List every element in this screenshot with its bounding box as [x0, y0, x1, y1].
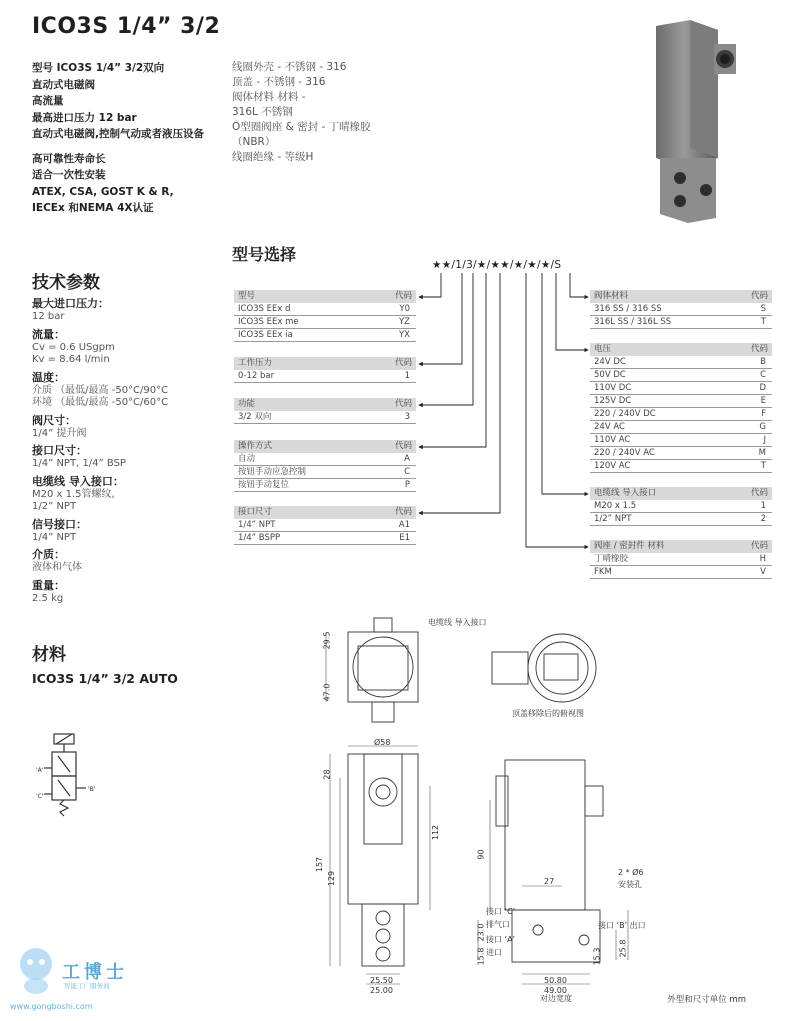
label-flat-width: 对边宽度 — [540, 994, 572, 1003]
table-row: 316L SS / 316L SS T — [590, 316, 772, 329]
param-value: 1/4” NPT — [32, 531, 77, 543]
param-label: 接口尺寸： — [32, 444, 87, 457]
param-value: 12 bar — [32, 311, 65, 322]
table-row: FKM V — [590, 566, 772, 579]
dim-value: 47.0 — [322, 683, 332, 702]
dimension-drawing — [300, 610, 770, 995]
param-label: 重量： — [32, 578, 65, 592]
dim-value: 157 — [315, 856, 325, 873]
table-header: 型号 代码 — [234, 290, 416, 303]
table-row: 1/2” NPT 2 — [590, 513, 772, 526]
spec-line: 阀体材料 材料 - — [232, 91, 306, 103]
svg-text:'A': 'A' — [36, 767, 44, 774]
table-row: 220 / 240V AC M — [590, 447, 772, 460]
feature-item: 最高进口压力 12 bar — [32, 111, 137, 124]
table-row: 24V DC B — [590, 356, 772, 369]
table-row: 125V DC E — [590, 395, 772, 408]
spec-line: 线圈外壳 - 不锈钢 - 316 — [232, 61, 347, 73]
table-row: 自动 A — [234, 453, 416, 466]
units-note: 外型和尺寸单位 mm — [667, 995, 746, 1005]
label-inlet: 进口 — [486, 948, 502, 957]
table-row: 0-12 bar 1 — [234, 370, 416, 383]
dim-value: 129 — [327, 870, 337, 887]
materials-section — [32, 640, 178, 686]
table-row: 按钮手动应急控制 C — [234, 466, 416, 479]
param-value: Cv = 0.6 USgpm — [32, 341, 115, 353]
dim-value: 15.8 — [476, 947, 486, 966]
feature-item: 型号 ICO3S 1/4” 3/2双向 — [32, 62, 165, 74]
watermark-name: 工博士 — [62, 962, 128, 983]
spec-line: （NBR） — [232, 136, 276, 148]
dim-value: 25.8 — [618, 939, 628, 958]
dim-value: 90 — [476, 849, 486, 860]
spec-line: O型圈阀座 & 密封 - 丁晴橡胶 — [232, 121, 371, 133]
valve-symbol — [34, 728, 114, 818]
label-exhaust: 排气口 — [486, 920, 510, 929]
table-row: 24V AC G — [590, 421, 772, 434]
table-row: ICO3S EEx ia YX — [234, 329, 416, 342]
table-header: 阀体材料 代码 — [590, 290, 772, 303]
dim-value: Ø58 — [374, 738, 391, 747]
svg-text:'C': 'C' — [36, 793, 44, 800]
param-label: 信号接口： — [32, 517, 87, 531]
page-title: ICO3S 1/4” 3/2 — [32, 14, 221, 39]
feature-item: IECEx 和NEMA 4X认证 — [32, 202, 154, 214]
feature-item: ATEX, CSA, GOST K & R, — [32, 185, 174, 198]
watermark-url: www.gongboshi.com — [10, 1002, 93, 1011]
table-row: M20 x 1.5 1 — [590, 500, 772, 513]
spec-line: 316L 不锈钢 — [232, 106, 293, 118]
dim-value: 112 — [431, 824, 441, 841]
feature-item: 直动式电磁阀,控制气动或者液压设备 — [32, 128, 204, 140]
svg-text:'B': 'B' — [88, 786, 96, 793]
dim-value: 23.0 — [476, 923, 486, 942]
param-value: 介质 （最低/最高 -50°C/90°C — [32, 384, 169, 396]
feature-item: 直动式电磁阀 — [32, 78, 95, 91]
table-header: 阀座 / 密封件 材料 代码 — [590, 540, 772, 553]
label-cable-entry: 电缆线 导入接口 — [428, 618, 487, 627]
label-top-view: 顶盖移除后的俯视图 — [512, 709, 584, 718]
param-label: 温度： — [32, 370, 65, 384]
param-label: 流量： — [32, 327, 65, 341]
table-header: 接口尺寸 代码 — [234, 506, 416, 519]
param-label: 阀尺寸： — [32, 413, 76, 427]
param-value: 环境 （最低/最高 -50°C/60°C — [32, 397, 169, 408]
label-mounting-holes: 安装孔 — [618, 880, 642, 889]
dim-value: 28 — [322, 769, 332, 780]
table-row: 1/4” NPT A1 — [234, 519, 416, 532]
param-value: 1/4” NPT, 1/4” BSP — [32, 458, 126, 469]
param-value: 1/2” NPT — [32, 501, 77, 512]
param-value: M20 x 1.5管螺纹, — [32, 488, 115, 500]
dim-value: 50.80 — [544, 976, 567, 985]
table-row: 110V DC D — [590, 382, 772, 395]
watermark-tagline: 智能工厂服务商 — [64, 982, 110, 990]
param-value: Kv = 8.64 l/min — [32, 354, 110, 365]
spec-line: 线圈绝缘 - 等级H — [232, 151, 314, 163]
table-row: 220 / 240V DC F — [590, 408, 772, 421]
table-header: 工作压力 代码 — [234, 357, 416, 370]
feature-item: 高可靠性寿命长 — [32, 152, 106, 165]
param-label: 电缆线 导入接口： — [32, 474, 124, 488]
dim-value: 25.00 — [370, 986, 393, 995]
dim-value: 49.00 — [544, 986, 567, 995]
section-heading: 技术参数 — [32, 273, 100, 293]
table-row: 110V AC J — [590, 434, 772, 447]
table-row: 按钮手动复位 P — [234, 479, 416, 492]
label-mounting: 2 * Ø6 — [618, 868, 644, 877]
selection-heading: 型号选择 — [232, 245, 297, 264]
table-row: ICO3S EEx me YZ — [234, 316, 416, 329]
materials-subtitle: ICO3S 1/4” 3/2 AUTO — [32, 671, 178, 686]
label-port-c: 接口 ‘C’ — [486, 907, 516, 916]
table-header: 电缆线 导入接口 代码 — [590, 487, 772, 500]
spec-line: 顶盖 - 不锈钢 - 316 — [232, 76, 326, 88]
param-value: 2.5 kg — [32, 592, 64, 604]
table-row: 1/4” BSPP E1 — [234, 532, 416, 545]
param-value: 液体和气体 — [32, 562, 82, 573]
table-row: 3/2 双向 3 — [234, 411, 416, 424]
table-header: 电压 代码 — [590, 343, 772, 356]
feature-item: 适合一次性安装 — [32, 169, 106, 181]
table-row: 50V DC C — [590, 369, 772, 382]
table-row: 120V AC T — [590, 460, 772, 473]
dim-value: 15.3 — [592, 947, 602, 966]
param-label: 最大进口压力： — [32, 297, 109, 310]
feature-item: 高流量 — [32, 95, 64, 107]
table-header: 操作方式 代码 — [234, 440, 416, 453]
table-row: ICO3S EEx d Y0 — [234, 303, 416, 316]
dim-value: 25.50 — [370, 976, 393, 985]
table-row: 丁晴橡胶 H — [590, 553, 772, 566]
dim-value: 27 — [544, 877, 555, 886]
param-label: 介质： — [32, 548, 65, 561]
model-code-string: ★★/1/3/★/★★/★/★/★/S — [432, 259, 562, 271]
section-heading: 材料 — [32, 645, 66, 665]
label-port-b: 接口 ‘B’ 出口 — [598, 921, 646, 930]
table-row: 316 SS / 316 SS S — [590, 303, 772, 316]
table-header: 功能 代码 — [234, 398, 416, 411]
param-value: 1/4” 提升阀 — [32, 427, 87, 439]
mascot-logo-icon — [12, 944, 60, 996]
label-port-a: 接口 ‘A’ — [486, 935, 516, 944]
dim-value: 29.5 — [322, 631, 332, 650]
